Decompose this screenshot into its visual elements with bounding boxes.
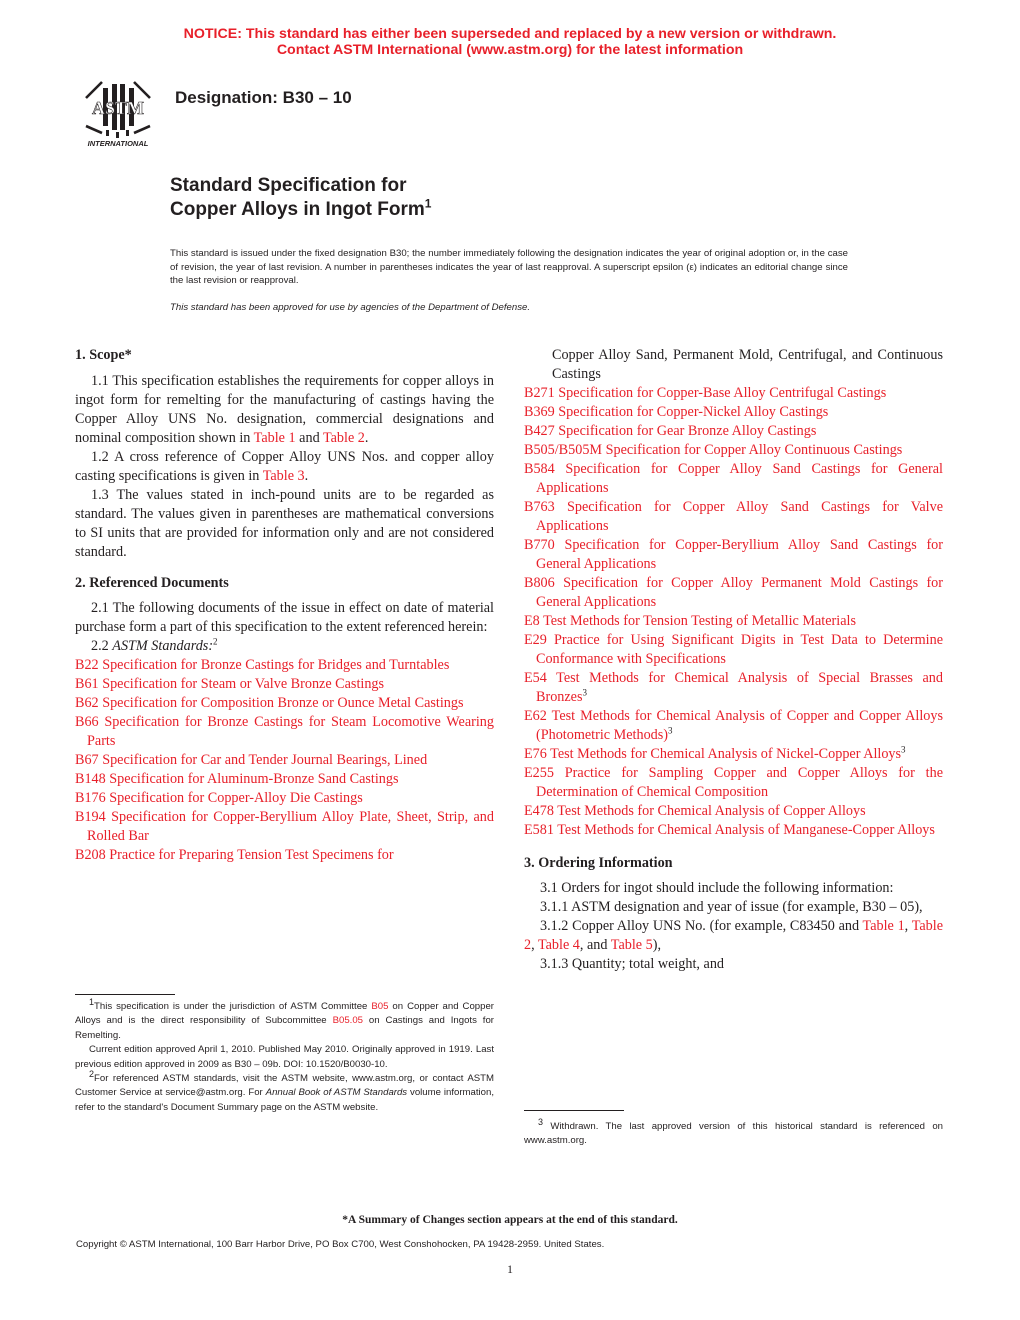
reference-item <box>75 675 494 694</box>
svg-text:ASTM: ASTM <box>91 98 145 118</box>
reference-code-link[interactable]: E478 <box>524 803 554 819</box>
reference-item <box>524 574 943 612</box>
reference-item <box>524 707 943 745</box>
reference-item <box>75 713 494 751</box>
title-footnote-mark: 1 <box>424 196 432 211</box>
reference-title-link[interactable]: Specification for Composition Bronze or Ounce Metal Castings <box>102 695 464 711</box>
reference-title-link[interactable]: Specification for Copper Alloy Permanent Mold Castings for General Applications <box>536 575 943 610</box>
reference-code-link[interactable]: B62 <box>75 695 99 711</box>
reference-code-link[interactable]: B584 <box>524 461 555 477</box>
left-footnotes <box>75 996 495 1115</box>
reference-item <box>524 669 943 707</box>
section-2-heading: 2. Referenced Documents <box>75 575 229 591</box>
reference-title-link[interactable]: Test Methods for Chemical Analysis of Special Brasses and Bronzes <box>536 670 943 705</box>
footnote-mark: 3 <box>668 725 673 736</box>
footnote-mark: 3 <box>582 687 587 698</box>
reference-title-link[interactable]: Specification for Copper-Base Alloy Centrifugal Castings <box>558 385 887 401</box>
link-table-1[interactable]: Table 1 <box>253 430 296 446</box>
reference-code-link[interactable]: E255 <box>524 765 554 781</box>
para-3-1-2: 3.1.2 Copper Alloy UNS No. (for example, C83450 and Table 1, Table 2, Table 4, and Table 5), <box>524 918 944 953</box>
reference-title-link[interactable]: Test Methods for Chemical Analysis of Manganese-Copper Alloys <box>557 822 935 838</box>
link-table-2[interactable]: Table 2 <box>322 430 365 446</box>
section-3-heading: 3. Ordering Information <box>524 855 673 871</box>
section-1-heading: 1. Scope* <box>75 347 132 363</box>
page-number: 1 <box>507 1262 513 1276</box>
para-1-1: 1.1 This specification establishes the requirements for copper alloys in ingot form for remelting for the manufacturing of castings having the Copper Alloy UNS No. designation, commercial designations and nominal composition shown in Table 1 and Table 2. <box>75 373 494 446</box>
link-table-1[interactable]: Table 1 <box>862 918 905 934</box>
reference-code-link[interactable]: B271 <box>524 385 555 401</box>
reference-item <box>524 631 943 669</box>
link-table-3[interactable]: Table 3 <box>262 468 305 484</box>
reference-title-link[interactable]: Specification for Copper-Nickel Alloy Castings <box>558 404 829 420</box>
right-footnotes <box>524 1116 944 1149</box>
reference-title-link[interactable]: Test Methods for Tension Testing of Metallic Materials <box>543 613 856 629</box>
reference-code-link[interactable]: E54 <box>524 670 547 686</box>
reference-code-link[interactable]: B61 <box>75 676 99 692</box>
reference-code-link[interactable]: B67 <box>75 752 99 768</box>
right-reference-list <box>524 384 943 840</box>
reference-code-link[interactable]: B369 <box>524 404 555 420</box>
footnote-2: $^2$For referenced ASTM standards, visit the ASTM website, www.astm.org, or contact ASTM Customer Service at service@astm.org. For Annual Book of ASTM Standards volume information, refer to the standard's Document Summary page on the ASTM website. <box>75 1068 494 1113</box>
reference-item <box>524 612 943 631</box>
reference-item <box>524 422 943 441</box>
reference-title-link[interactable]: Specification for Copper Alloy Continuous Castings <box>605 442 903 458</box>
link-committee-b05[interactable]: B05 <box>371 1001 389 1012</box>
para-1-3: 1.3 The values stated in inch-pound units are to be regarded as standard. The values given in parentheses are mathematical conversions to SI units that are provided for information only and are not considered standard. <box>75 487 494 560</box>
reference-code-link[interactable]: B806 <box>524 575 555 591</box>
reference-title-link[interactable]: Specification for Bronze Castings for Bridges and Turntables <box>102 657 450 673</box>
reference-item <box>75 808 494 846</box>
footnote-mark: 3 <box>901 744 906 755</box>
reference-item <box>524 403 943 422</box>
reference-code-link[interactable]: B66 <box>75 714 99 730</box>
reference-title-link[interactable]: Specification for Copper-Beryllium Alloy Sand Castings for General Applications <box>536 537 943 572</box>
reference-title-link[interactable]: Specification for Aluminum-Bronze Sand Castings <box>109 771 399 787</box>
para-3-1-1: 3.1.1 ASTM designation and year of issue (for example, B30 – 05), <box>540 899 923 915</box>
footnote-3: $^3$ Withdrawn. The last approved version of this historical standard is referenced on www.astm.org. <box>524 1116 944 1147</box>
reference-title-link[interactable]: Specification for Copper-Beryllium Alloy Plate, Sheet, Strip, and Rolled Bar <box>87 809 494 844</box>
link-subcommittee-b0505[interactable]: B05.05 <box>332 1015 363 1027</box>
reference-item <box>524 384 943 403</box>
reference-code-link[interactable]: B148 <box>75 771 106 787</box>
reference-item <box>524 441 943 460</box>
reference-title-link[interactable]: Specification for Copper-Alloy Die Castings <box>109 790 363 806</box>
reference-item <box>524 821 943 840</box>
notice-line-1: NOTICE: This standard has either been superseded and replaced by a new version or withdrawn. <box>183 26 837 42</box>
reference-title-link[interactable]: Specification for Steam or Valve Bronze Castings <box>102 676 385 692</box>
document-title <box>170 174 431 222</box>
title-line-2: Copper Alloys in Ingot Form$^1$ <box>170 196 432 220</box>
reference-item <box>524 764 943 802</box>
para-2-2: 2.2 ASTM Standards:$^2$ <box>91 636 218 654</box>
para-3-1-3: 3.1.3 Quantity; total weight, and <box>540 956 725 972</box>
summary-of-changes-note: *A Summary of Changes section appears at the end of this standard. <box>342 1214 678 1226</box>
reference-continuation: Copper Alloy Sand, Permanent Mold, Centrifugal, and Continuous Castings <box>552 347 943 382</box>
left-column <box>75 346 494 865</box>
footnote-1-edition: Current edition approved April 1, 2010. Published May 2010. Originally approved in 1919. Last previous edition approved in 2009 as B30 – 09b. DOI: 10.1520/B0030-10. <box>75 1044 494 1070</box>
reference-code-link[interactable]: B427 <box>524 423 555 439</box>
reference-code-link[interactable]: B194 <box>75 809 106 825</box>
reference-title-link[interactable]: Specification for Copper Alloy Sand Castings for General Applications <box>536 461 943 496</box>
reference-title-link[interactable]: Test Methods for Chemical Analysis of Nickel-Copper Alloys <box>550 746 902 762</box>
reference-title-link[interactable]: Specification for Car and Tender Journal Bearings, Lined <box>102 752 428 768</box>
svg-text:INTERNATIONAL: INTERNATIONAL <box>87 139 149 148</box>
reference-item <box>524 802 943 821</box>
notice-line-2: Contact ASTM International (www.astm.org) for the latest information <box>276 42 744 58</box>
right-column <box>524 346 943 974</box>
link-table-4[interactable]: Table 4 <box>537 937 580 953</box>
reference-code-link[interactable]: E581 <box>524 822 554 838</box>
reference-item <box>75 846 494 865</box>
reference-title-link[interactable]: Practice for Preparing Tension Test Specimens for <box>109 847 394 863</box>
reference-title-link[interactable]: Practice for Using Significant Digits in Test Data to Determine Conformance with Specifications <box>536 632 943 667</box>
dod-approval-note: This standard has been approved for use by agencies of the Department of Defense. <box>170 302 530 313</box>
reference-code-link[interactable]: B770 <box>524 537 555 553</box>
reference-title-link[interactable]: Specification for Copper Alloy Sand Castings for Valve Applications <box>536 499 944 534</box>
footnote-rule-left <box>75 994 175 995</box>
copyright: Copyright © ASTM International, 100 Barr Harbor Drive, PO Box C700, West Conshohocken, PA 19428-2959. United States. <box>76 1239 605 1250</box>
reference-item <box>524 460 943 498</box>
reference-item <box>75 789 494 808</box>
footnote-rule-right <box>524 1110 624 1111</box>
reference-code-link[interactable]: B505/B505M <box>524 442 603 458</box>
reference-item <box>75 694 494 713</box>
reference-title-link[interactable]: Test Methods for Chemical Analysis of Copper Alloys <box>557 803 866 819</box>
reference-code-link[interactable]: E76 <box>524 746 547 762</box>
para-3-1: 3.1 Orders for ingot should include the following information: <box>540 880 894 896</box>
reference-title-link[interactable]: Practice for Sampling Copper and Copper Alloys for the Determination of Chemical Composition <box>536 765 943 800</box>
reference-code-link[interactable]: E62 <box>524 708 547 724</box>
reference-code-link[interactable]: B208 <box>75 847 106 863</box>
reference-title-link[interactable]: Specification for Bronze Castings for Steam Locomotive Wearing Parts <box>87 714 494 749</box>
reference-item <box>524 536 943 574</box>
astm-international-logo-icon <box>76 76 160 148</box>
withdrawal-notice <box>0 26 1020 58</box>
reference-item <box>524 745 943 764</box>
designation: Designation: B30 – 10 <box>175 88 352 107</box>
reference-item <box>75 770 494 789</box>
reference-item <box>524 498 943 536</box>
left-reference-list <box>75 656 494 865</box>
footnote-1: $^1$This specification is under the jurisdiction of ASTM Committee B05 on Copper and Copper Alloys and is the direct responsibility of Subcommittee B05.05 on Castings and Ingots for Remelting. <box>75 996 495 1041</box>
reference-code-link[interactable]: B763 <box>524 499 555 515</box>
reference-code-link[interactable]: E8 <box>524 613 540 629</box>
reference-code-link[interactable]: B176 <box>75 790 106 806</box>
reference-title-link[interactable]: Test Methods for Chemical Analysis of Copper and Copper Alloys (Photometric Methods) <box>536 708 943 743</box>
reference-code-link[interactable]: E29 <box>524 632 547 648</box>
para-2-1: 2.1 The following documents of the issue in effect on date of material purchase form a part of this specification to the extent referenced herein: <box>75 600 494 635</box>
reference-item <box>75 751 494 770</box>
link-table-2[interactable]: Table 2 <box>524 918 944 953</box>
link-table-5[interactable]: Table 5 <box>610 937 653 953</box>
preamble: This standard is issued under the fixed designation B30; the number immediately following the designation indicates the year of original adoption or, in the case of revision, the year of last revision. A number in parentheses indicates the year of last reapproval. A superscript epsilon (ε) indicates an editorial change since the last revision or reapproval. <box>170 248 848 287</box>
reference-item <box>75 656 494 675</box>
title-line-1: Standard Specification for <box>170 175 407 196</box>
para-1-2: 1.2 A cross reference of Copper Alloy UNS Nos. and copper alloy casting specifications is given in Table 3. <box>75 449 494 484</box>
reference-code-link[interactable]: B22 <box>75 657 99 673</box>
reference-title-link[interactable]: Specification for Gear Bronze Alloy Castings <box>558 423 817 439</box>
